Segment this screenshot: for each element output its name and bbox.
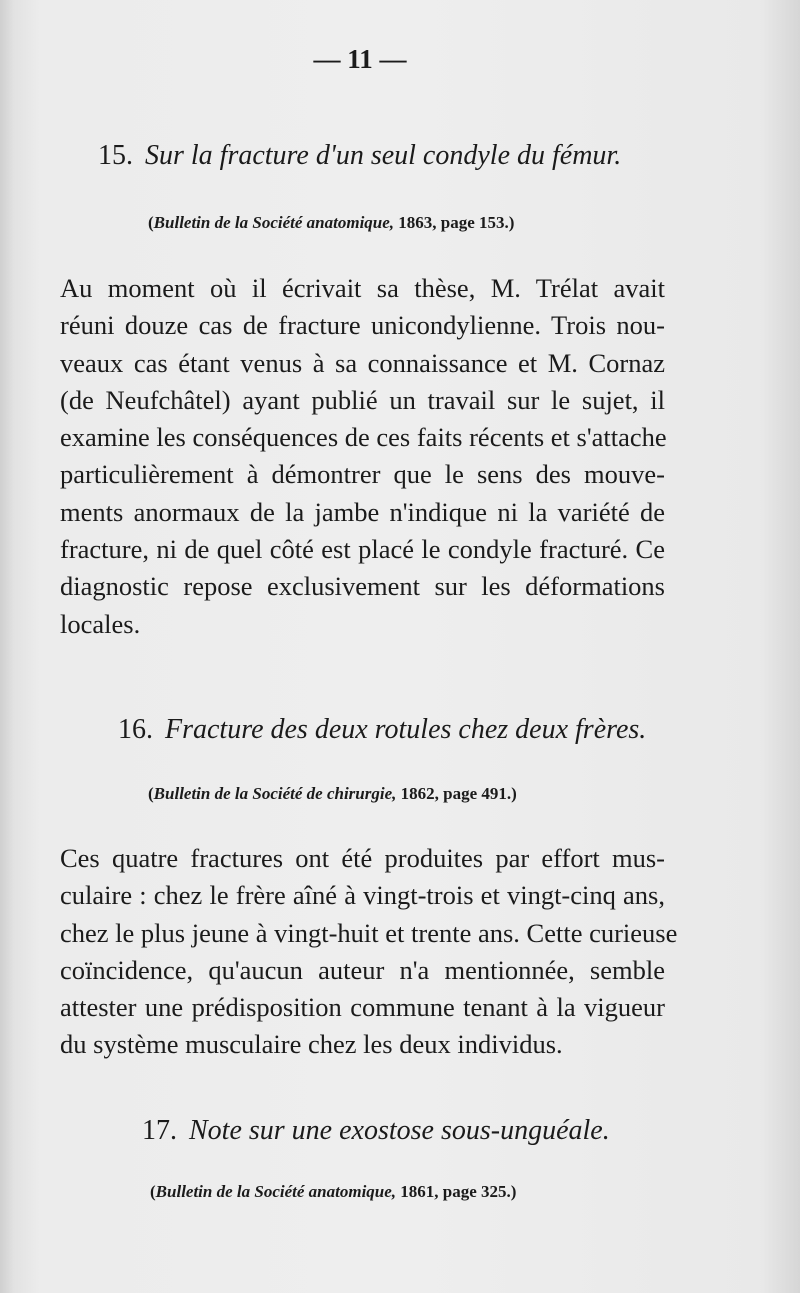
section-number: 17. [142,1115,177,1146]
section-heading-17 [142,1115,610,1147]
section-title: Fracture des deux rotules chez deux frères. [165,714,647,745]
citation-page: page 325. [442,1182,511,1201]
citation-page: page 491. [443,784,512,803]
section-heading-16 [118,714,646,746]
citation-source: Bulletin de la Société de chirurgie, [153,784,397,803]
citation-17: (Bulletin de la Société anatomique, 1861, page 325.) [150,1182,517,1201]
page-number: — 11 — [313,44,407,74]
text-line: locales. [60,608,141,639]
citation-15: (Bulletin de la Société anatomique, 1863, page 153.) [148,213,515,232]
section-title: Note sur une exostose sous-unguéale. [189,1115,610,1146]
section-number: 15. [98,140,133,171]
citation-year: 1861, [400,1182,439,1201]
text-line: du système musculaire chez les deux individus. [60,1029,563,1060]
citation-year: 1862, [400,784,439,803]
text-line: attester une prédisposition commune tenant à la vigueur [60,992,665,1023]
section-15-paragraph [60,270,665,643]
text-line: Au moment où il écrivait sa thèse, M. Trélat avait [60,273,665,303]
text-line: Ces quatre fractures ont été produites par effort mus- [60,843,665,873]
text-line: ments anormaux de la jambe n'indique ni la variété de [60,496,665,527]
text-line: particulièrement à démontrer que le sens des mouve- [60,459,665,490]
text-line: réuni douze cas de fracture unicondylienne. Trois nou- [60,310,665,341]
text-line: coïncidence, qu'aucun auteur n'a mentionnée, semble [60,954,665,985]
citation-source: Bulletin de la Société anatomique, [153,213,395,232]
citation-year: 1863, [398,213,437,232]
citation-page: page 153. [440,213,509,232]
section-title: Sur la fracture d'un seul condyle du fémur. [145,140,622,171]
text-line: examine les conséquences de ces faits récents et s'attache [60,422,667,453]
text-line: diagnostic repose exclusivement sur les déformations [60,571,665,602]
citation-16: (Bulletin de la Société de chirurgie, 1862, page 491.) [148,784,517,803]
text-line: fracture, ni de quel côté est placé le condyle fracturé. Ce [60,534,665,565]
text-line: culaire : chez le frère aîné à vingt-trois et vingt-cinq ans, [60,880,665,911]
text-line: (de Neufchâtel) ayant publié un travail sur le sujet, il [60,384,665,415]
text-line: chez le plus jeune à vingt-huit et trente ans. Cette curieuse [60,917,678,948]
text-line: veaux cas étant venus à sa connaissance et M. Cornaz [60,347,665,378]
section-16-paragraph [60,840,678,1064]
citation-source: Bulletin de la Société anatomique, [155,1182,397,1201]
section-number: 16. [118,714,153,745]
section-heading-15 [98,140,621,172]
